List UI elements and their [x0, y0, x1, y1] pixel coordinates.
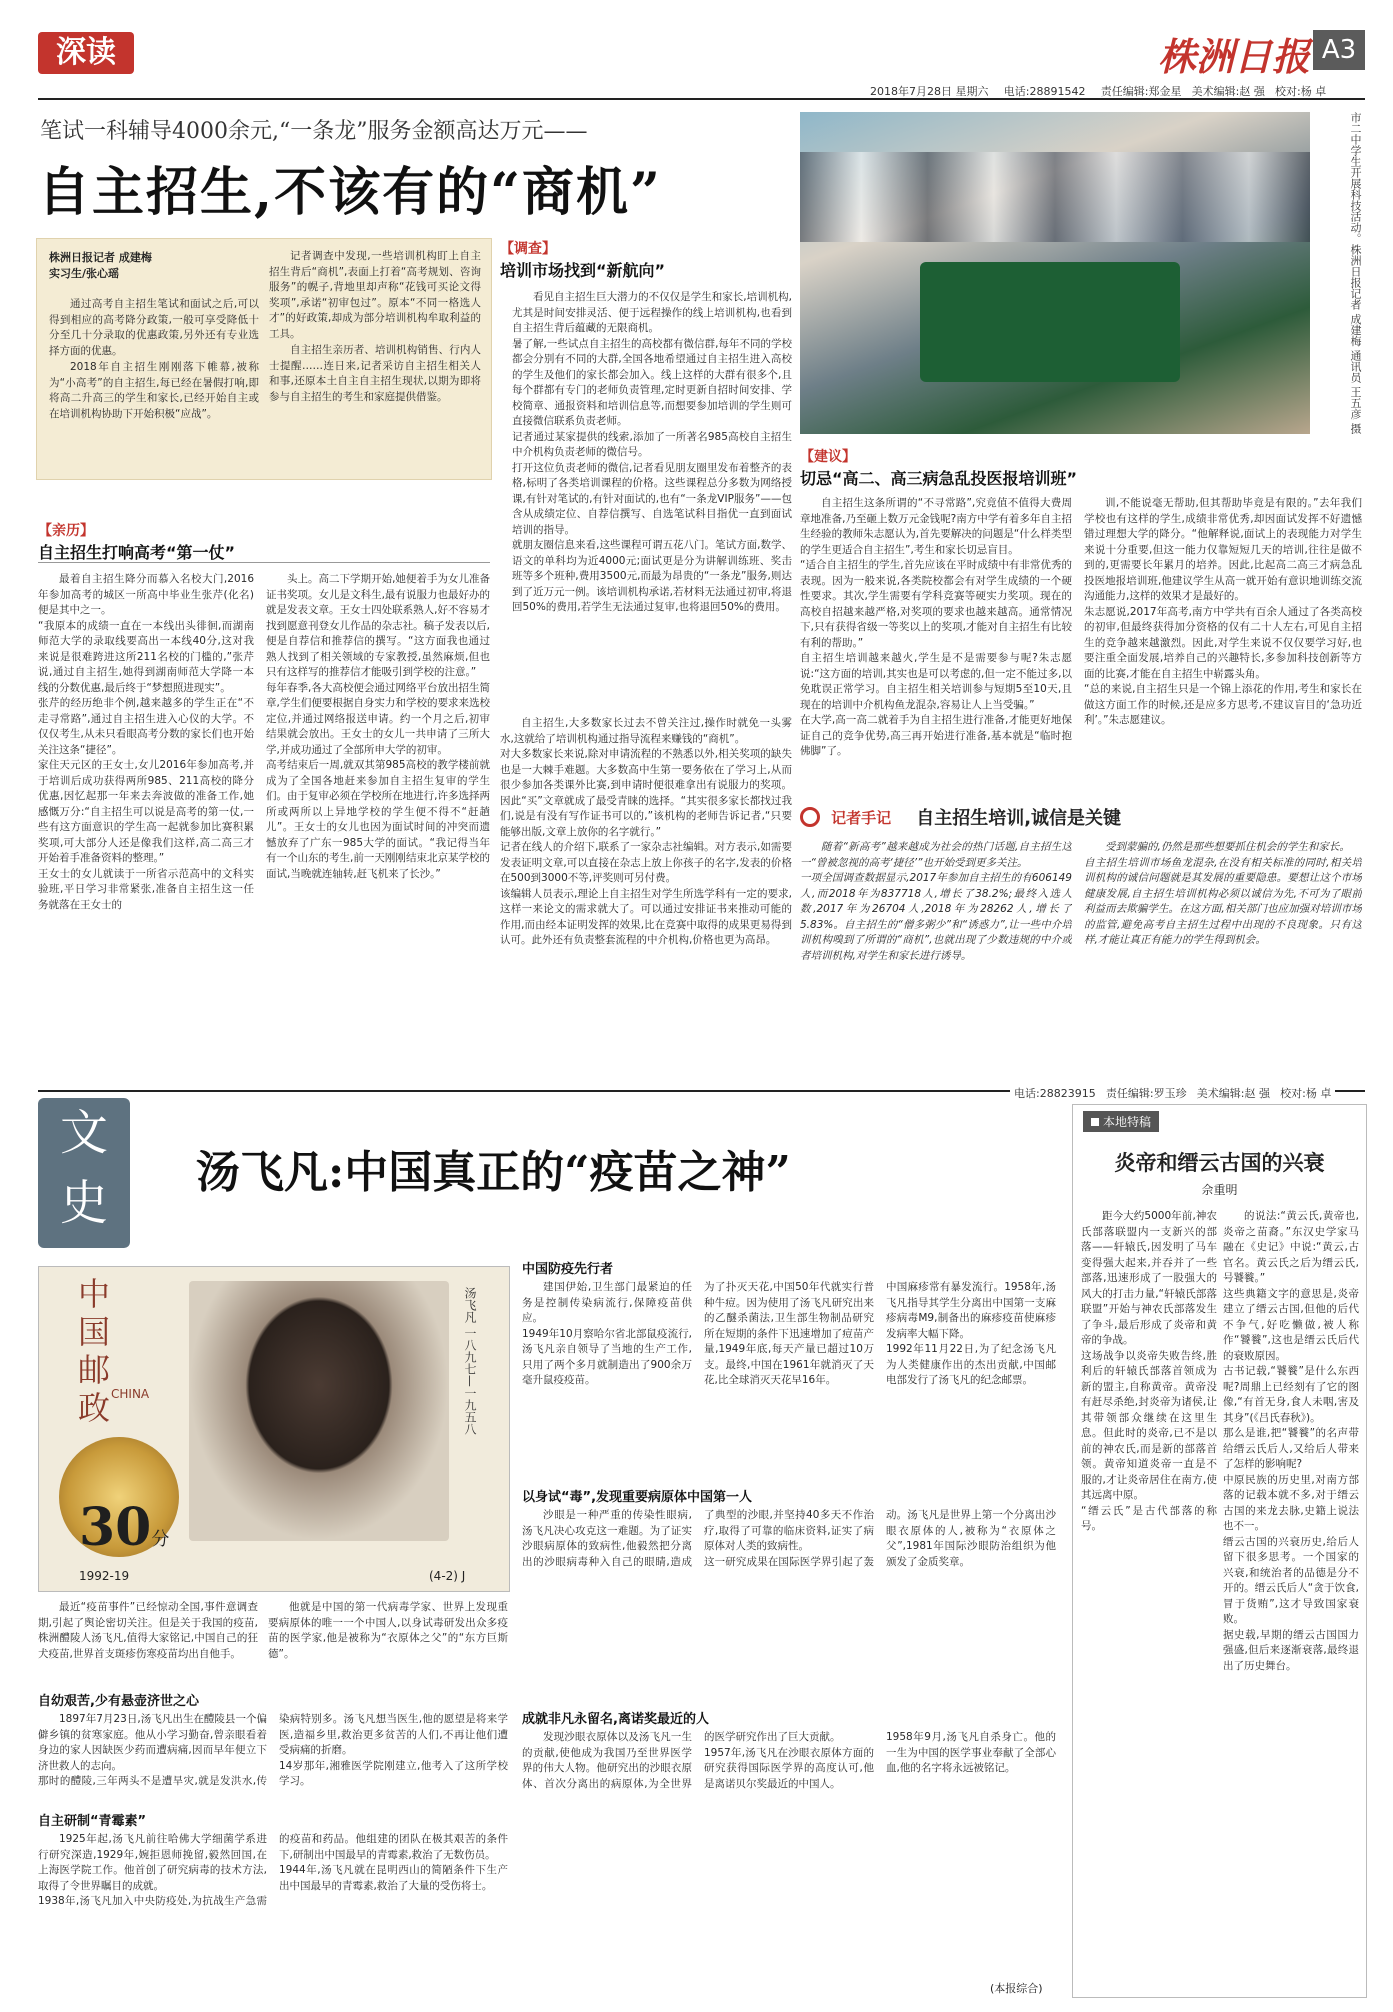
lead-paragraph-4: 自主招生亲历者、培训机构销售、行内人士提醒……连日来,记者采访自主招生相关人和事,还原本土自主自主招生现状,以期为即将参与自主招生的考生和家庭提供借鉴。 [269, 344, 481, 403]
stamp-value-number: 30 [79, 1497, 152, 1558]
headline: 自主招生,不该有的“商机” [38, 162, 662, 223]
kicker: 笔试一科辅导4000余元,“一条龙”服务金额高达万元—— [40, 119, 588, 144]
section-tag: 深读 [38, 32, 134, 74]
stamp-num: (4-2) J [429, 1569, 466, 1583]
phone: 电话:28891542 [1003, 85, 1086, 98]
article2-sub5: 成就非凡永留名,离诺奖最近的人 [522, 1712, 709, 1727]
section-advice-col1: 自主招生这条所谓的“不寻常路”,究竟值不值得大费周章地准备,乃至砸上数万元金钱呢?南方中学有着多年自主招生经验的教师朱志愿认为,首先要解决的问题是“什么样类型的学生更适合自主招生”,考生和家长切忌盲目。 “适合自主招生的学生,首先应该在平时成绩中有非常优秀的表现。因为一般来说,各类院校都会有对学生成绩的一个硬性要求。其次,学生需要有学科竞赛等硬实力奖项。现在的高校自招越来越严格,对奖项的要求也越来越高。通常情况下,只有获得省级一等奖以上的奖项,才能对自主招生有比较有利的帮助。” 自主招生培训越来越火,学生是不是需要参与呢?朱志愿说:“这方面的培训,其实也是可以考虑的,但一定不能过多,以免耽误正常学习。自主招生相关培训参与短期5至10天,且现在的培训中介机构鱼龙混杂,容易让人上当受骗。” 在大学,高一高二就着手为自主招生进行准备,才能更好地保证自己的竞争优势,高三再开始进行准备,基本就是“临时抱佛脚”了。 [800, 497, 1072, 757]
section-experience-rule [38, 562, 490, 563]
article2-sub3-text: 建国伊始,卫生部门最紧迫的任务是控制传染病流行,保障疫苗供应。 1949年10月察哈尔省北部鼠疫流行,汤飞凡亲自领导了当地的生产工作,只用了两个多月就制造出了900余万毫升鼠疫疫苗。 为了扑灭天花,中国50年代就实行普种牛痘。因为使用了汤飞凡研究出来的乙醚杀菌法,卫生部生物制品研究所在短期的条件下迅速增加了痘苗产量,1949年底,每天产量已超过10万支。最终,中国在1961年就消灭了天花,比全球消灭天花早16年。 中国麻疹常有暴发流行。1958年,汤飞凡指导其学生分离出中国第一支麻疹病毒M9,制备出的麻疹疫苗使麻疹发病率大幅下降。 1992年11月22日,为了纪念汤飞凡为人类健康作出的杰出贡献,中国邮电部发行了汤飞凡的纪念邮票。 [522, 1281, 1056, 1386]
article2-headline: 汤飞凡:中国真正的“疫苗之神” [196, 1147, 791, 1198]
section-experience-title: 自主招生打响高考“第一仗” [38, 543, 236, 562]
feature-col1: 距今大约5000年前,神农氏部落联盟内一支新兴的部落——轩辕氏,因发明了马车变得强大起来,并吞并了一些部落,迅速形成了一股强大的风大的打击力量,“轩辕氏部落联盟”开始与神农氏部落发生了争斗,最后形成了炎帝和黄帝的争战。 这场战争以炎帝失败告终,胜利后的轩辕氏部落首领成为新的盟主,自称黄帝。黄帝没有赶尽杀绝,封炎帝为诸侯,让其带领部众继续在这里生息。但此时的炎帝,已不是以前的神农氏,而是新的部落首领。黄帝知道炎帝一直是不服的,才让炎帝居住在南方,使其远离中原。 “缙云氏”是古代部落的称号。 [1081, 1210, 1217, 1532]
commentary-title: 自主招生培训,诚信是关键 [916, 808, 1122, 829]
commentary-label: 记者手记 [831, 808, 892, 827]
photo-table [920, 262, 1180, 382]
section-advice-header [800, 446, 1360, 489]
stamp-value-unit: 分 [151, 1529, 170, 1550]
date-line: 2018年7月28日 星期六 [870, 85, 989, 98]
article2-sub4-text: 沙眼是一种严重的传染性眼病,汤飞凡决心攻克这一难题。为了证实沙眼病原体的致病性,他毅然把分离出的沙眼病毒种入自己的眼睛,造成了典型的沙眼,并坚持40多天不作治疗,取得了可靠的临床资料,证实了病原体对人类的致病性。 这一研究成果在国际医学界引起了轰动。汤飞凡是世界上第一个分离出沙眼衣原体的人,被称为“衣原体之父”,1981年国际沙眼防治组织为他颁发了金质奖章。 [522, 1509, 1056, 1568]
feature-headline: 炎帝和缙云古国的兴衰 [1114, 1150, 1325, 1175]
section-experience-header [38, 520, 488, 563]
lower-meta [1010, 1082, 1335, 1101]
lead-column-2 [269, 249, 481, 473]
pin-icon [1091, 1118, 1099, 1126]
stamp-portrait [189, 1281, 449, 1541]
lead-column-1 [49, 297, 259, 473]
art-editor: 美术编辑:赵 强 [1191, 85, 1265, 98]
lower-phone: 电话:28823915 [1014, 1087, 1096, 1100]
article2-sub4: 以身试“毒”,发现重要病原体中国第一人 [522, 1490, 753, 1505]
history-tag-char: 史 [59, 1175, 108, 1231]
section-experience-tag: 【亲历】 [38, 523, 94, 539]
article2-source: (本报综合) [990, 1982, 1043, 1995]
culture-tag-char: 文 [59, 1105, 108, 1161]
lead-paragraph-3: 记者调查中发现,一些培训机构盯上自主招生背后“商机”,表面上打着“高考规划、咨询服务”的幌子,背地里却声称“花钱可买论文得奖项”,承诺“初审包过”。原本“不同一格选人才”的好政策,却成为部分培训机构牟取利益的工具。 [269, 250, 481, 340]
article2-intro-1: 最近“疫苗事件”已经惊动全国,事件意调查期,引起了舆论密切关注。但是关于我国的疫苗,株洲醴陵人汤飞凡,值得大家铭记,中国自己的狂犬疫苗,世界首支斑疹伤寒疫苗均出自他手。 [38, 1601, 258, 1660]
article2-sub5-text: 发现沙眼衣原体以及汤飞凡一生的贡献,使他成为我国乃至世界医学界的伟大人物。他研究出的沙眼衣原体、首次分离出的病原体,为全世界的医学研究作出了巨大贡献。 1957年,汤飞凡在沙眼衣原体方面的研究获得国际医学界的高度认可,他是离诺贝尔奖最近的中国人。 1958年9月,汤飞凡自杀身亡。他的一生为中国的医学事业奉献了全部心血,他的名字将永远被铭记。 [522, 1731, 1056, 1790]
commemorative-stamp [38, 1266, 510, 1592]
lead-box [36, 238, 492, 480]
lower-art-editor: 美术编辑:赵 强 [1196, 1087, 1270, 1100]
commentary-col2: 受到蒙骗的,仍然是那些想要抓住机会的学生和家长。 自主招生培训市场鱼龙混杂,在没有相关标准的同时,相关培训机构的诚信问题就是其发展的重要隐患。要想让这个市场健康发展,自主招生培训机构必须以诚信为先,不可为了眼前利益而去欺骗学生。在这方面,相关部门也应加强对培训市场的监管,避免高考自主招生过程中出现的不良现象。只有这样,才能让真正有能力的学生得到机会。 [1084, 841, 1362, 946]
feature-col2: 的说法:“黄云氏,黄帝也,炎帝之苗裔。”东汉史学家马融在《史记》中说:“黄云,古官名。黄云氏之后为缙云氏,号饕餮。” 这些典籍文字的意思是,炎帝建立了缙云古国,但他的后代不争气,好吃懒做,被人称作“饕餮”,这也是缙云氏后代的衰败原因。 古书记载,“饕餮”是什么东西呢?周鼎上已经刻有了它的图像,“有首无身,食人未咽,害及其身”(《吕氏春秋》)。 那么是谁,把“饕餮”的名声带给缙云氏后人,又给后人带来了怎样的影响呢? 中原民族的历史里,对南方部落的记载本就不多,对于缙云古国的来龙去脉,史籍上说法也不一。 缙云古国的兴衰历史,给后人留下很多思考。一个国家的兴衰,和统治者的品德是分不开的。缙云氏后人“贪于饮食,冒于货贿”,这才导致国家衰败。 据史载,早期的缙云古国国力强盛,但后来逐渐衰落,最终退出了历史舞台。 [1223, 1210, 1359, 1672]
lower-proofreader: 校对:杨 卓 [1280, 1087, 1332, 1100]
article2-sub3: 中国防疫先行者 [522, 1262, 614, 1277]
page-number: A3 [1313, 30, 1365, 70]
culture-history-tag [38, 1098, 130, 1248]
stamp-country: 中国邮政 [73, 1277, 111, 1429]
lower-editor: 责任编辑:罗玉珍 [1105, 1087, 1187, 1100]
section-advice-tag: 【建议】 [800, 449, 856, 465]
pin-label: 本地特稿 [1103, 1115, 1152, 1129]
section-advice-title: 切忌“高二、高三病急乱投医报培训班” [800, 469, 1078, 488]
section-experience-col2: 头上。高二下学期开始,她便着手为女儿准备证书奖项。女儿是文科生,最有说服力也最好办的就是发表文章。王女士四处联系熟人,好不容易才找到愿意刊登女儿作品的杂志社。稿子发表以后,便是自荐信和推荐信的撰写。“这方面我也通过熟人找到了相关领域的专家教授,虽然麻烦,但也只有这样写的推荐信才能吸引到学校的注意。” 每年春季,各大高校便会通过网络平台放出招生简章,学生们便要根据自身实力和学校的要求来选校定位,并通过网络报送申请。约一个月之后,初审结果就会放出。王女士的女儿一共申请了三所大学,并成功通过了全部所申大学的初审。 高考结束后一周,就双其第985高校的教学楼前就成为了全国各地赶来参加自主招生复审的学生们。由于复审必须在学校所在地进行,许多选择两所或两所以上异地学校的学生便不得不“赶趟儿”。王女士的女儿也因为面试时间的冲突而遗憾放弃了广东一985大学的面试。“我记得当年有一个山东的考生,前一天刚刚结束北京某学校的面试,当晚就连轴转,赶飞机来了长沙。” [266, 573, 490, 880]
byline-intern: 实习生/张心瑶 [49, 267, 120, 280]
commentary-col1: 随着“新高考”越来越成为社会的热门话题,自主招生这一“曾被忽视的高考‘捷径’”也开始受到更多关注。 一项全国调查数据显示,2017年参加自主招生的有606149人,而2018年为837718人,增长了38.2%;最终入选人数,2017年为26704人,2018年为28262人,增长了5.83%。自主招生的“僧多粥少”和“诱惑力”,让一些中介培训机构嗅到了所谓的“商机”,也就出现了少数违规的中介或者培训机构,对学生和家长进行诱导。 [800, 841, 1072, 962]
byline-reporter: 株洲日报记者 成建梅 [49, 251, 152, 264]
article2-intro-2: 他就是中国的第一代病毒学家、世界上发现重要病原体的唯一一个中国人,以身试毒研发出众多疫苗的医学家,他是被称为“衣原体之父”的“东方巨斯德”。 [268, 1601, 508, 1660]
photo-caption: 市二中学生开展科技活动。株洲日报记者 成建梅 通讯员 王五彦 摄 [1349, 112, 1362, 434]
header-meta [870, 80, 1360, 99]
stamp-name: 汤飞凡 一八九七—一九五八 [463, 1287, 477, 1435]
feature-box [1072, 1104, 1367, 1998]
section-investigation-title: 培训市场找到“新航向” [500, 261, 666, 280]
paper-logo: 株洲日报 [1158, 34, 1311, 79]
section-advice-col2: 训,不能说毫无帮助,但其帮助毕竟是有限的。”去年我们学校也有这样的学生,成绩非常优秀,却因面试发挥不好遗憾错过理想大学的降分。“他解释说,面试上的表现能力对学生来说十分重要,但这一能力仅靠短短几天的培训,往往是做不到的,更需要长年累月的培养。因此,比起高二高三才病急乱投医地报培训班,他建议学生从高一就开始有意识地训练交流沟通能力,这样的效果才是最好的。 朱志愿说,2017年高考,南方中学共有百余人通过了各类高校的初审,但最终获得加分资格的仅有二十人左右,可见自主招生的竞争越来越激烈。因此,对学生来说不仅仅要学习好,也要注重全面发展,培养自己的兴趣特长,多参加科技创新等方面的比赛,才能在自主招生中崭露头角。 “总的来说,自主招生只是一个锦上添花的作用,考生和家长在做这方面工作的时候,还是应多方思考,不建议盲目的‘急功近利’。”朱志愿建议。 [1084, 497, 1362, 726]
article2-sub1-text: 1897年7月23日,汤飞凡出生在醴陵县一个偏僻乡镇的贫寒家庭。他从小学习勤奋,曾亲眼看着身边的家人因缺医少药而遭病痛,因而早年便立下济世救人的志向。 那时的醴陵,三年两头不是遭旱灾,就是发洪水,传染病特别多。汤飞凡想当医生,他的愿望是将来学医,造福乡里,救治更多贫苦的人们,不再让他们遭受病痛的折磨。 14岁那年,湘雅医学院刚建立,他考入了这所学校学习。 [38, 1713, 508, 1787]
lead-paragraph-2: 2018年自主招生刚刚落下帷幕,被称为“小高考”的自主招生,每已经在暑假打响,即将高二升高三的学生和家长,已经开始自主或在培训机构协助下开始积极“应战”。 [49, 361, 259, 420]
article2-sub2-text: 1925年起,汤飞凡前往哈佛大学细菌学系进行研究深造,1929年,婉拒恩师挽留,毅然回国,在上海医学院工作。他首创了研究病毒的技术方法,取得了令世界瞩目的成就。 1938年,汤飞凡加入中央防疫处,为抗战生产急需的疫苗和药品。他组建的团队在极其艰苦的条件下,研制出中国最早的青霉素,救治了无数伤员。 1944年,汤飞凡就在昆明西山的简陋条件下生产出中国最早的青霉素,救治了大量的受伤将士。 [38, 1833, 508, 1907]
section-investigation-tag: 【调查】 [500, 241, 556, 257]
section-investigation-col1: 看见自主招生巨大潜力的不仅仅是学生和家长,培训机构,尤其是时间安排灵活、便于远程操作的线上培训机构,也看到自主招生背后蕴藏的无限商机。 暑了解,一些试点自主招生的高校都有微信群,每年不同的学校都会分别有不同的大群,全国各地希望通过自主招生进入高校的学生及他们的家长都会加入。线上这样的大群有很多个,且每个群都有专门的老师负责管理,定时更新自招时间安排、学校简章、通报资料和培训信息等,而想要参加培训的学生则可直接微信联系负责老师。 记者通过某家提供的线索,添加了一所著名985高校自主招生中介机构负责老师的微信号。 打开这位负责老师的微信,记者看见朋友圈里发布着整齐的表格,标明了各类培训课程的价格。这些课程总分多数为网络授课,有针对笔试的,有针对面试的,也有“一条龙VIP服务”——包含从成绩定位、自荐信撰写、自选笔试科目指优一直到面试培训的指导。 就朋友圈信息来看,这些课程可谓五花八门。笔试方面,数学、语文的单科均为近4000元;面试更是分为讲解训练班、奖击班等多个班种,费用3500元,而最为昂贵的“一条龙”服务,则达到了近万元一例。该培训机构承诺,若材料无法通过初审,将退回50%的费用,若学生无法通过复审,也将退回50%的费用。 [512, 291, 792, 613]
article2-sub1: 自幼艰苦,少有悬壶济世之心 [38, 1694, 199, 1709]
stamp-latin: CHINA [111, 1387, 150, 1401]
section-investigation-col2: 自主招生,大多数家长过去不曾关注过,操作时就免一头雾水,这就给了培训机构通过指导流程来赚钱的“商机”。 对大多数家长来说,除对申请流程的不熟悉以外,相关奖项的缺失也是一大棘手难题。大多数高中生第一要务依在了学习上,从而很少参加各类课外比赛,到申请时便很难拿出有说服力的奖项。因此“买”文章就成了最受青睐的选择。“其实很多家长都找过我们,说是有没有写作证书可以的,”该机构的老师告诉记者,“只要能够出版,文章上放你的名字就行。” 记者在线人的介绍下,联系了一家杂志社编辑。对方表示,如需要发表证明文章,可以直接在杂志上放上你孩子的名字,发表的价格在500到3000不等,评奖则可另付费。 该编辑人员表示,理论上自主招生对学生所选学科有一定的要求,这样一来论文的需求就大了。可以通过安排证书来推动可能的作用,而由经本证明发挥的效果,比在竞赛中取得的成果更易得到认可。此外还有负责整套流程的中介机构,价格也更为高昂。 [500, 717, 792, 946]
photo-people [800, 152, 1310, 242]
lead-paragraph-1: 通过高考自主招生笔试和面试之后,可以得到相应的高考降分政策,一般可享受降低十分至几十分录取的优惠政策,另外还有专业选择方面的优惠。 [49, 298, 259, 357]
section-investigation-header [500, 238, 790, 281]
news-photo [800, 112, 1310, 434]
proofreader: 校对:杨 卓 [1275, 85, 1327, 98]
stamp-value [79, 1497, 169, 1558]
commentary-icon [800, 807, 820, 827]
feature-author: 佘重明 [1201, 1183, 1238, 1197]
feature-pin [1083, 1111, 1159, 1132]
section-experience-col1: 最着自主招生降分而慕入名校大门,2016年参加高考的城区一所高中毕业生张芹(化名)便是其中之一。 “我原本的成绩一直在一本线出头徘徊,而湖南师范大学的录取线要高出一本线40分,这对我来说是很难跨进这所211名校的门槛的,”张芹说,通过自主招生,她得到湖南师范大学降一本线的分数优惠,最后终于“梦想照进现实”。 张芹的经历绝非个例,越来越多的学生正在“不走寻常路”,通过自主招生进入心仪的大学。不仅仅考生,从未只看眼高考分数的家长们也开始关注这条“捷径”。 家住天元区的王女士,女儿2016年参加高考,并于培训后成功获得两所985、211高校的降分优惠,因忆起那一年来去奔波做的准备工作,她感慨万分:“自主招生可以说是高考的第一仗,一些有这方面意识的学生高一起就参加比赛积累奖项,可大部分人还是像我们这样,高二高三才开始着手准备资料的整理。” 王女士的女儿就读于一所省示范高中的文科实验班,平日学习非常紧张,准备自主招生这一任务就落在王女士的 [38, 573, 254, 911]
commentary-header [800, 804, 1360, 834]
editor: 责任编辑:郑金星 [1100, 85, 1182, 98]
header-rule [38, 98, 1365, 100]
article2-sub2: 自主研制“青霉素” [38, 1814, 147, 1829]
stamp-year: 1992-19 [79, 1569, 130, 1583]
